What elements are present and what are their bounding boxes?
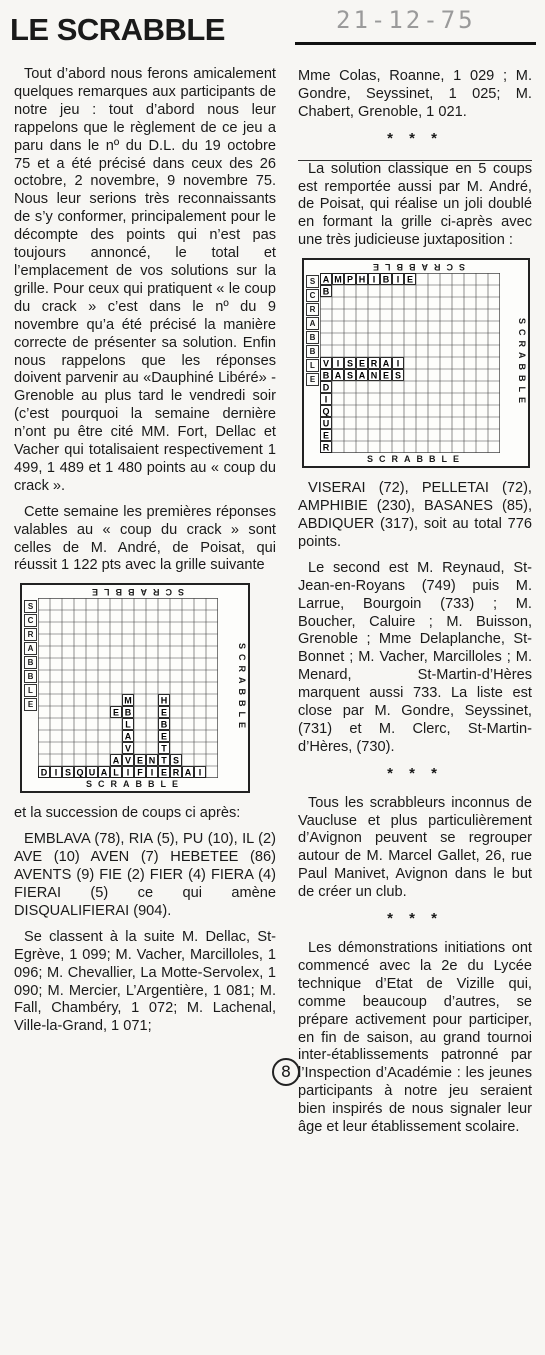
letter-rack [22,598,38,778]
placed-letter: A [358,370,366,381]
placed-letter: I [396,274,400,285]
placed-letter: M [124,695,132,706]
ranking-list: Se classent à la suite M. Dellac, St-Egrève, 1 099; M. Vacher, Marcilloles, 1 096; M. Chevallier, La Motte-Servolex, 1 090; M. Mercier, L’Argentière, 1 081; M. Fall, Chambéry, 1 072; M. Lachenal, Ville-la-Grand, 1 071; [14,928,276,1035]
placed-letter: P [346,274,354,285]
left-column [14,66,276,1044]
article-title: LE SCRABBLE [10,12,225,47]
classic-solution-paragraph: La solution classique en 5 coups est remportée aussi par M. André, de Poisat, qui réalise un joli doublé en formant la grille ci-après avec une très judicieuse juxtaposition : [298,160,532,249]
placed-letter: V [124,755,132,766]
rack-tile: L [24,684,37,697]
placed-letter: Q [322,406,330,417]
placed-letter: I [54,767,58,778]
handwritten-date: 21-12-75 [336,6,476,34]
grid-label-bottom: SCRABBLE [366,454,465,465]
placed-letter: H [160,695,168,706]
placed-letter: I [324,394,328,405]
placed-letter: A [184,767,192,778]
placed-letter: U [322,418,330,429]
rack-tile: S [306,275,319,288]
placed-letter: A [124,731,132,742]
placed-letter: H [358,274,366,285]
placed-letter: L [125,719,131,730]
rack-tile: S [24,600,37,613]
placed-letter: N [148,755,156,766]
rack-tile: C [24,614,37,627]
placed-letter: V [322,358,330,369]
placed-letter: L [113,767,119,778]
crack-results-paragraph: Cette semaine les premières réponses valables au « coup du crack » sont celles de M. André, de Poisat, qui réussit 1 122 pts avec la grille suivante [14,503,276,574]
placed-letter: E [160,731,168,742]
placed-letter: E [406,274,414,285]
placed-letter: T [161,743,167,754]
placed-letter: D [322,382,330,393]
placed-letter: N [370,370,378,381]
board-svg [38,598,218,778]
scrabble-board [38,598,234,778]
rack-tile: E [24,698,37,711]
placed-letter: D [40,767,48,778]
placed-letter: V [124,743,132,754]
placed-letter: I [126,767,130,778]
circled-number-mark: 8 [272,1058,300,1086]
placed-letter: S [394,370,402,381]
placed-letter: B [160,719,168,730]
placed-letter: A [100,767,108,778]
title-rule [295,42,536,45]
placed-letter: U [88,767,96,778]
placed-letter: I [150,767,154,778]
separator-stars: * * * [387,129,443,147]
rack-tile: B [24,670,37,683]
placed-letter: F [137,767,143,778]
placed-letter: I [396,358,400,369]
placed-letter: I [372,274,376,285]
scrabble-grid-2 [302,258,530,468]
placed-letter: A [334,370,342,381]
placed-letter: E [136,755,144,766]
placed-letter: S [346,358,354,369]
placed-letter: T [161,755,167,766]
placed-letter: E [322,430,330,441]
grid-label-top: SCRABBLE [86,587,185,598]
rack-tile: R [24,628,37,641]
letter-rack [304,273,320,453]
right-column [298,68,532,1145]
placed-letter: I [336,358,340,369]
rack-tile: A [306,317,319,330]
grid-label-side: SCRABBLE [516,318,527,409]
rack-tile: E [306,373,319,386]
succession-intro: et la succession de coups ci après: [14,805,241,822]
placed-letter: S [64,767,72,778]
second-place-paragraph: Le second est M. Reynaud, St-Jean-en-Royans (749) puis M. Larrue, Bourgoin (733) ; M. Boucher, Caluire ; M. Buisson, Grenoble ; Mme Delaplanche, St-Bonnet ; M. Vacher, Marcilloles ; M. Menard, St-Martin-d’Hères marquent aussi 733. La liste est close par M. Gondre, Seyssinet, (731) et M. Clerc, St-Martin-d’Hères, (730). [298,559,532,755]
moves-list: EMBLAVA (78), RIA (5), PU (10), IL (2) AVE (10) AVEN (7) HEBETEE (86) AVENTS (9) FIE (2) FIER (4) FIERA (4) FIERAI (5) ce qui amène DISQUALIFIERAI (904). [14,831,276,919]
separator-stars: * * * [387,764,443,782]
placed-letter: Q [76,767,84,778]
demonstrations-paragraph: Les démonstrations initiations ont commencé avec la 2e du Lycée technique d’Etat de Vizille qui, comme beaucoup d’autres, se prépare activement pour participer, en fin de saison, au grand tournoi inter-établissements patronné par l’Inspection d’Académie : les jeunes participants à notre jeu seraient bien inspirés de nous signaler leur âge et leur établissement scolaire. [298,940,532,1136]
rack-tile: C [306,289,319,302]
separator-stars: * * * [387,910,443,928]
grid-label-side: SCRABBLE [236,643,247,734]
placed-letter: R [172,767,180,778]
placed-letter: E [112,707,120,718]
placed-letter: B [322,370,330,381]
ranking-continued: Mme Colas, Roanne, 1 029 ; M. Gondre, Seyssinet, 1 025; M. Chabert, Grenoble, 1 021. [298,68,532,120]
placed-letter: S [346,370,354,381]
grid-label-top: SCRABBLE [367,262,466,273]
placed-letter: R [370,358,378,369]
rack-tile: L [306,359,319,372]
rack-tile: B [24,656,37,669]
placed-letter: E [160,767,168,778]
placed-letter: E [382,370,390,381]
placed-letter: A [112,755,120,766]
placed-letter: A [322,274,330,285]
scrabble-grid-1 [20,583,250,793]
words-scores: VISERAI (72), PELLETAI (72), AMPHIBIE (230), BASANES (85), ABDIQUER (317), soit au total 776 points. [298,480,532,550]
rack-tile: B [306,345,319,358]
placed-letter: M [334,274,342,285]
rack-tile: R [306,303,319,316]
placed-letter: R [322,442,330,453]
header [8,6,538,52]
placed-letter: A [382,358,390,369]
vaucluse-club-paragraph: Tous les scrabbleurs inconnus de Vaucluse et plus particulièrement d’Avignon peuvent se regrouper autour de M. Marcel Gallet, 26, rue Paul Manivet, Avignon dans le but de créer un club. [298,794,532,901]
placed-letter: E [358,358,366,369]
rack-tile: A [24,642,37,655]
placed-letter: B [124,707,132,718]
board-svg [320,273,500,453]
placed-letter: B [382,274,390,285]
rack-tile: B [306,331,319,344]
placed-letter: I [198,767,202,778]
scrabble-board [320,273,514,453]
grid-label-bottom: SCRABBLE [85,779,184,790]
placed-letter: S [172,755,180,766]
placed-letter: E [160,707,168,718]
intro-paragraph: Tout d’abord nous ferons amicalement quelques remarques aux participants de notre jeu : tout d’abord nous leur rappelons que le règlement de ce jeu a paru dans le nº du D.L. du 19 octobre 75 et a été précisé dans ceux des 26 octobre, 2 novembre, 9 novembre 75. Nous leur serions très reconnaissants de s’y conformer, principalement pour le décompte des points qui n’est pas toujours annoncé, le total et l’emplacement de vos solutions sur la grille. Pour ceux qui pratiquent « le coup du crack » c’est dans le nº du 9 novembre qu’a été précisé la manière correcte de présenter sa solution. Enfin nous rappelons que les réponses doivent parvenir au «Dauphiné Libéré» - Grenoble au plus tard le vendredi soir (c’est pourquoi la semaine dernière n’ont pu être cité MM. Fort, Dellac et Vacher qui totalisaient respectivement 1 499, 1 489 et 1 480 points au « coup du crack ». [14,66,276,494]
placed-letter: B [322,286,330,297]
